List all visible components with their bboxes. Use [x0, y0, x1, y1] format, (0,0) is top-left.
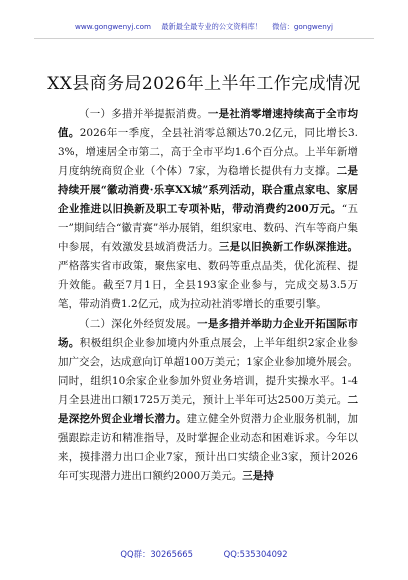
paragraph-text: 严格落实省市政策，聚焦家电、数码等重点品类，优化流程、提升效能。截至7月1日，全县193家企业参与，完成交易3.5万笔，带动消费1.2亿元，成为拉动社消零增长的重要引擎。 — [58, 260, 358, 311]
document-header — [0, 22, 408, 32]
body-paragraph — [58, 315, 358, 486]
paragraph-text: 2026年一季度，全县社消零总额达70.2亿元，同比增长3.3%，增速居全市第二，高于全市平均1.6个百分点。上半年新增月度纳统商贸企业（个体）7家，为稳增长提供有力支撑。 — [58, 127, 359, 178]
body-paragraph — [58, 105, 358, 315]
paragraph-text: 积极组织企业参加境内外重点展会，上半年组织2家企业参加广交会，达成意向订单超100万美元；1家企业参加境外展会。同时，组织10余家企业参加外贸业务培训，提升实操水平。1-4月全县进出口额1725万美元，预计上半年可达2500万美元。 — [58, 336, 358, 406]
paragraph-key-point: 三是持 — [242, 469, 274, 482]
paragraph-key-point: 三是以旧换新工作纵深推进。 — [218, 241, 359, 254]
paragraph-key-point: 一是社消零增速持续高于全市均值。 — [58, 108, 359, 140]
paragraph-text: 建立健全外贸潜力企业服务机制，加强跟踪走访和精准指导，及时掌握企业动态和困难诉求。今年以来，摸排潜力出口企业7家，预计出口实绩企业3家，预计2026年可实现潜力进出口额约2000万美元。 — [58, 412, 359, 482]
footer-qq-group: QQ群：30265665 — [120, 549, 193, 559]
document-footer — [0, 548, 408, 560]
header-site-url[interactable]: www.gongwenyj.com — [74, 22, 152, 31]
footer-qq: QQ:535304092 — [223, 549, 288, 559]
document-title: XX县商务局2026年上半年工作完成情况 — [47, 74, 361, 94]
header-divider — [34, 38, 374, 39]
header-slogan: 最新最全最专业的公文资料库！ — [161, 22, 262, 31]
paragraph-key-point: 二是持续开展“徽动消费·乐享XX城”系列活动，联合重点家电、家居企业推进以旧换新及职工专项补贴，带动消费约200万元。 — [58, 165, 359, 216]
header-wechat: 微信：gongwenyj — [272, 22, 334, 31]
paragraph-text: “五一”期间结合“徽青赛”举办展销，组织家电、数码、汽车等商户集中参展，有效激发县域消费活力。 — [58, 203, 358, 254]
paragraph-text: （二）深化外经贸发展。 — [79, 317, 198, 330]
document-body — [58, 105, 358, 486]
paragraph-key-point: 二是深挖外贸企业增长潜力。 — [58, 393, 358, 425]
paragraph-key-point: 一是多措并举助力企业开拓国际市场。 — [58, 317, 359, 349]
paragraph-text: （一）多措并举提振消费。 — [79, 108, 208, 120]
